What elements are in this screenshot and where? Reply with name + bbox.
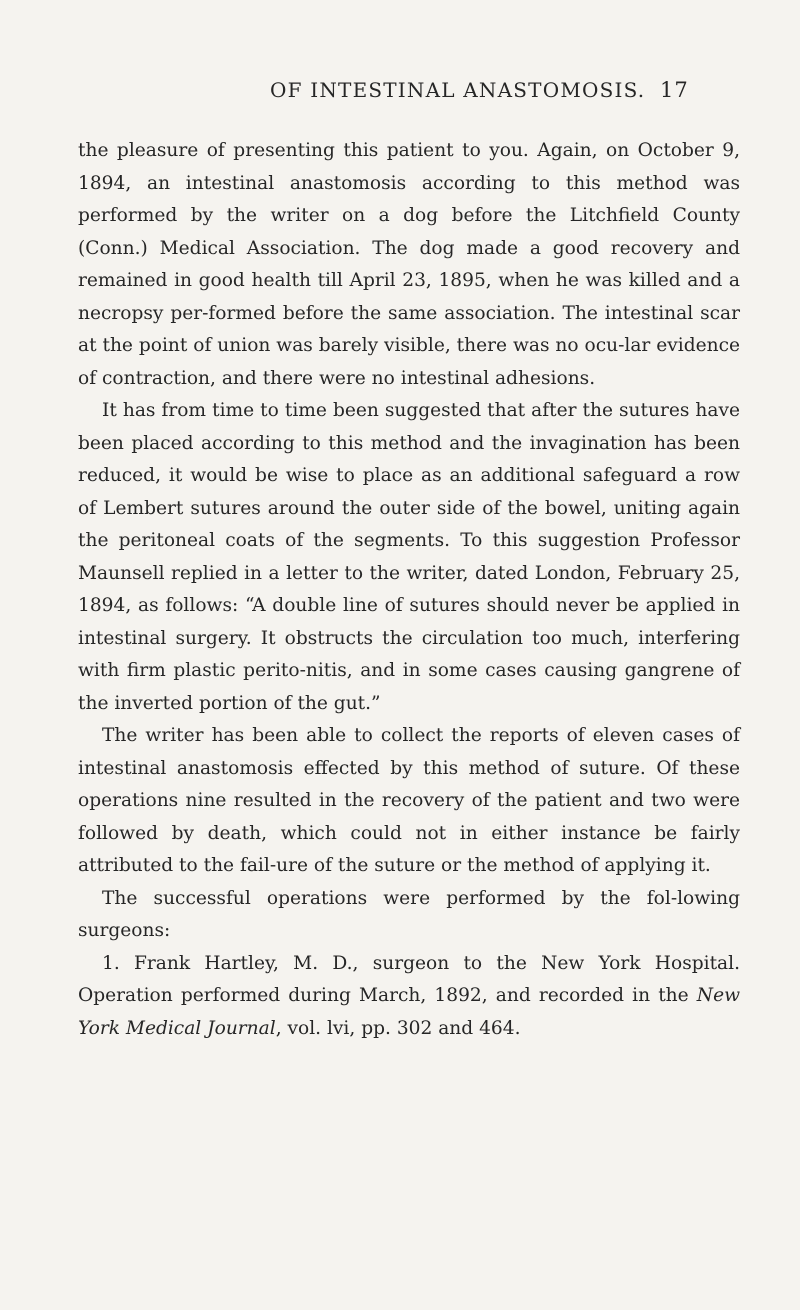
- list-item-1: [78, 948, 740, 1046]
- running-title: OF INTESTINAL ANASTOMOSIS.: [270, 78, 646, 102]
- page-header: [0, 78, 800, 108]
- paragraph-successful-operations: The successful operations were performed by the fol-lowing surgeons:: [78, 887, 740, 941]
- page-number: 17: [660, 78, 689, 102]
- journal-title: New York Medical Journal: [78, 985, 740, 1039]
- body-text: [78, 135, 740, 1045]
- list-item-1-citation: , vol. lvi, pp. 302 and 464.: [275, 1017, 521, 1039]
- paragraph-continuation: the pleasure of presenting this patient to you. Again, on October 9, 1894, an intestinal anastomosis according to this method was performed by the writer on a dog before the Litchfield County (Conn.) Medical Association. The dog made a good recovery and remained in good health till April 23, 1895, when he was killed and a necropsy per-formed before the same association. The intestinal scar at the point of union was barely visible, there was no ocu-lar evidence of contraction, and there were no intestinal adhesions.: [78, 140, 740, 389]
- list-item-1-text: 1. Frank Hartley, M. D., surgeon to the New York Hospital. Operation performed during March, 1892, and recorded in the: [78, 952, 740, 1006]
- paragraph-eleven-cases: The writer has been able to collect the reports of eleven cases of intestinal anastomosis effected by this method of suture. Of these operations nine resulted in the recovery of the patient and two were followed by death, which could not in either instance be fairly attributed to the fail-ure of the suture or the method of applying it.: [78, 725, 740, 876]
- paragraph-lembert-sutures: It has from time to time been suggested that after the sutures have been placed according to this method and the invagination has been reduced, it would be wise to place as an additional safeguard a row of Lembert sutures around the outer side of the bowel, uniting again the peritoneal coats of the segments. To this suggestion Professor Maunsell replied in a letter to the writer, dated London, February 25, 1894, as follows: “A double line of sutures should never be applied in intestinal surgery. It obstructs the circulation too much, interfering with firm plastic perito-nitis, and in some cases causing gangrene of the inverted portion of the gut.”: [78, 400, 740, 714]
